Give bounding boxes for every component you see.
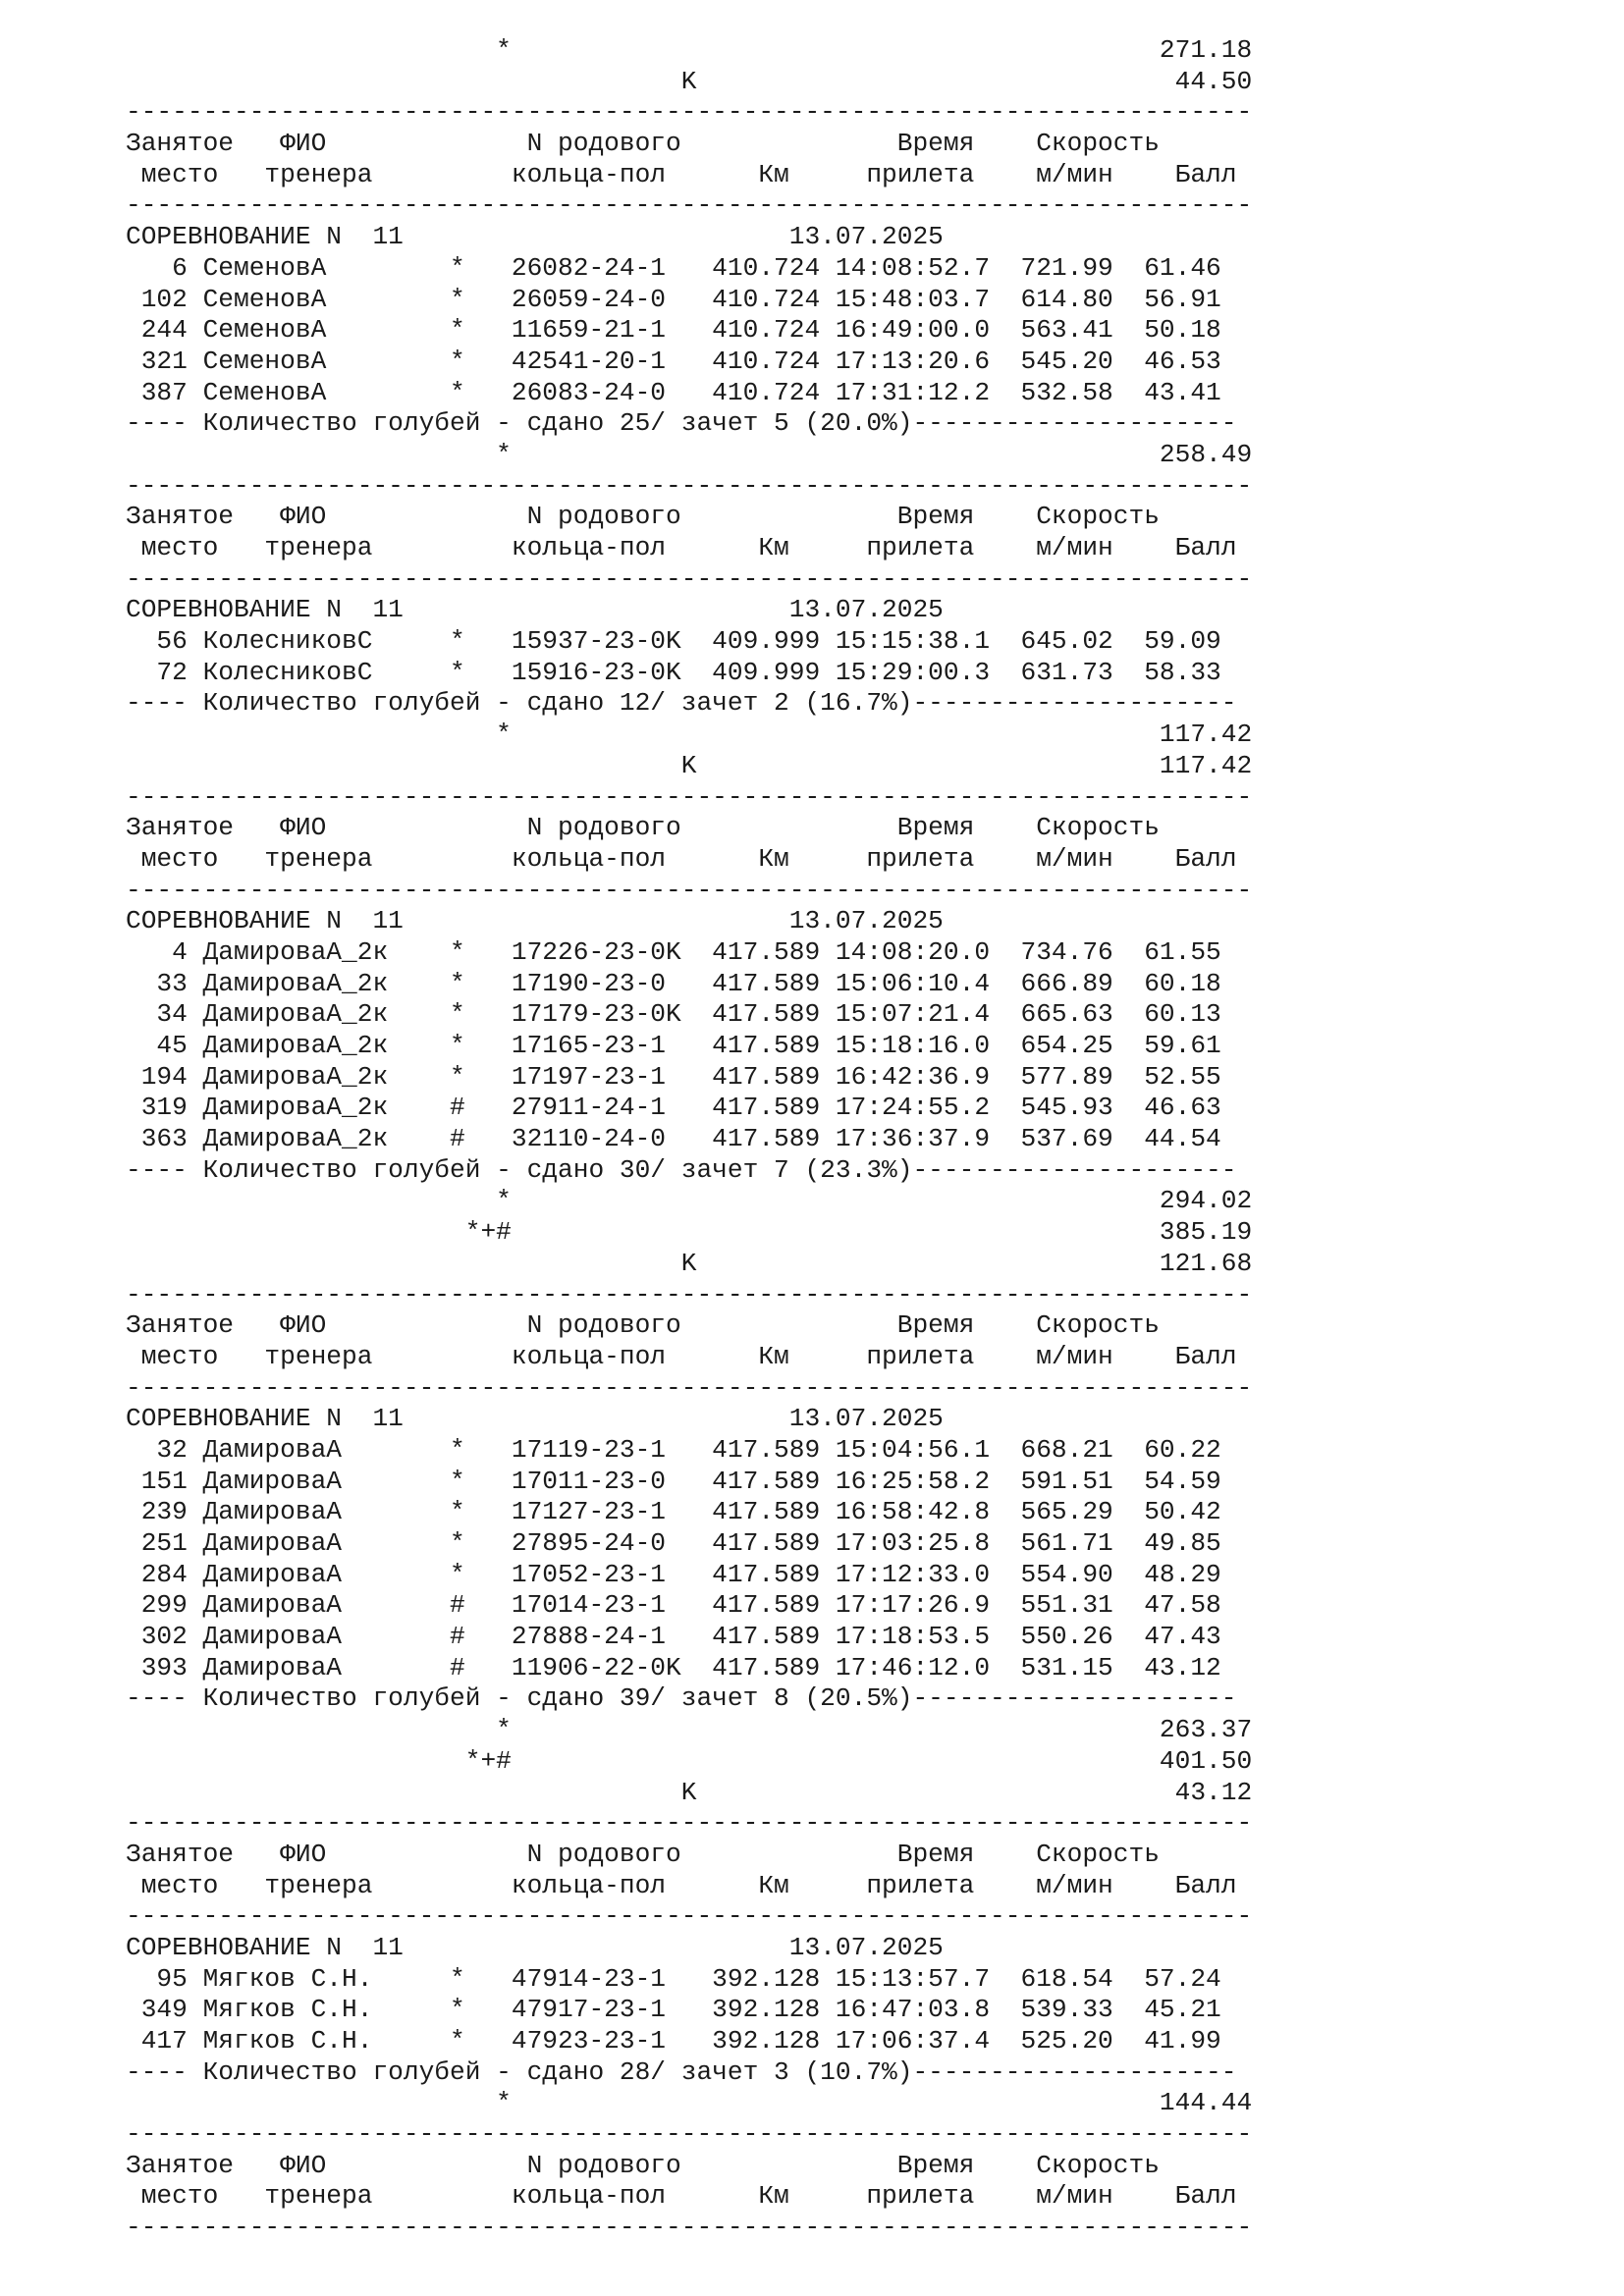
- separator-line: -------------------------------------------------------------------------: [126, 563, 1253, 594]
- pigeon-count-line: ---- Количество голубей - сдано 12/ зачет 2 (16.7%)---------------------: [126, 688, 1237, 719]
- result-row: 321 СеменовА * 42541-20-1 410.724 17:13:20.6 545.20 46.53: [126, 346, 1221, 376]
- separator-line: -------------------------------------------------------------------------: [126, 470, 1253, 501]
- table-header-row-2: место тренера кольца-пол Км прилета м/мин Балл: [126, 159, 1237, 189]
- pigeon-count-line: ---- Количество голубей - сдано 30/ зачет 7 (23.3%)---------------------: [126, 1154, 1237, 1185]
- summary-line: * 144.44: [126, 2088, 1253, 2118]
- competition-line: СОРЕВНОВАНИЕ N 11 13.07.2025: [126, 906, 944, 936]
- result-row: 363 ДамироваА_2к # 32110-24-0 417.589 17:36:37.9 537.69 44.54: [126, 1124, 1221, 1154]
- separator-line: -------------------------------------------------------------------------: [126, 1808, 1253, 1839]
- table-header-row-1: Занятое ФИО N родового Время Скорость: [126, 2150, 1160, 2180]
- pigeon-count-line: ---- Количество голубей - сдано 25/ зачет 5 (20.0%)---------------------: [126, 408, 1237, 439]
- separator-line: -------------------------------------------------------------------------: [126, 1279, 1253, 1309]
- competition-line: СОРЕВНОВАНИЕ N 11 13.07.2025: [126, 1932, 944, 1962]
- table-header-row-1: Занятое ФИО N родового Время Скорость: [126, 1839, 1160, 1869]
- result-row: 6 СеменовА * 26082-24-1 410.724 14:08:52.7 721.99 61.46: [126, 252, 1221, 283]
- table-header-row-1: Занятое ФИО N родового Время Скорость: [126, 1310, 1160, 1341]
- result-row: 32 ДамироваА * 17119-23-1 417.589 15:04:56.1 668.21 60.22: [126, 1434, 1221, 1465]
- separator-line: -------------------------------------------------------------------------: [126, 1372, 1253, 1403]
- result-row: 349 Мягков С.Н. * 47917-23-1 392.128 16:47:03.8 539.33 45.21: [126, 1995, 1221, 2025]
- summary-line: K 43.12: [126, 1777, 1253, 1807]
- separator-line: -------------------------------------------------------------------------: [126, 1901, 1253, 1932]
- result-row: 56 КолесниковС * 15937-23-0K 409.999 15:15:38.1 645.02 59.09: [126, 626, 1221, 657]
- summary-line: K 121.68: [126, 1248, 1253, 1278]
- result-row: 72 КолесниковС * 15916-23-0K 409.999 15:29:00.3 631.73 58.33: [126, 657, 1221, 687]
- result-row: 284 ДамироваА * 17052-23-1 417.589 17:12:33.0 554.90 48.29: [126, 1559, 1221, 1589]
- result-row: 393 ДамироваА # 11906-22-0K 417.589 17:46:12.0 531.15 43.12: [126, 1652, 1221, 1682]
- separator-line: -------------------------------------------------------------------------: [126, 875, 1253, 905]
- separator-line: -------------------------------------------------------------------------: [126, 97, 1253, 128]
- result-row: 387 СеменовА * 26083-24-0 410.724 17:31:12.2 532.58 43.41: [126, 377, 1221, 407]
- table-header-row-1: Занятое ФИО N родового Время Скорость: [126, 502, 1160, 532]
- table-header-row-2: место тренера кольца-пол Км прилета м/мин Балл: [126, 843, 1237, 874]
- competition-line: СОРЕВНОВАНИЕ N 11 13.07.2025: [126, 1404, 944, 1434]
- result-row: 239 ДамироваА * 17127-23-1 417.589 16:58:42.8 565.29 50.42: [126, 1497, 1221, 1527]
- competition-line: СОРЕВНОВАНИЕ N 11 13.07.2025: [126, 222, 944, 252]
- result-row: 102 СеменовА * 26059-24-0 410.724 15:48:03.7 614.80 56.91: [126, 284, 1221, 314]
- summary-line: *+# 385.19: [126, 1217, 1253, 1248]
- result-row: 244 СеменовА * 11659-21-1 410.724 16:49:00.0 563.41 50.18: [126, 315, 1221, 346]
- summary-line: *+# 401.50: [126, 1745, 1253, 1776]
- result-row: 4 ДамироваА_2к * 17226-23-0K 417.589 14:08:20.0 734.76 61.55: [126, 936, 1221, 967]
- separator-line: -------------------------------------------------------------------------: [126, 2213, 1253, 2243]
- result-row: 299 ДамироваА # 17014-23-1 417.589 17:17:26.9 551.31 47.58: [126, 1590, 1221, 1621]
- table-header-row-2: место тренера кольца-пол Км прилета м/мин Балл: [126, 1341, 1237, 1371]
- separator-line: -------------------------------------------------------------------------: [126, 781, 1253, 812]
- summary-line: * 271.18: [126, 35, 1253, 65]
- separator-line: -------------------------------------------------------------------------: [126, 2119, 1253, 2150]
- result-row: 151 ДамироваА * 17011-23-0 417.589 16:25:58.2 591.51 54.59: [126, 1466, 1221, 1496]
- summary-line: * 294.02: [126, 1186, 1253, 1216]
- pigeon-count-line: ---- Количество голубей - сдано 39/ зачет 8 (20.5%)---------------------: [126, 1683, 1237, 1714]
- race-results-report: [126, 35, 1500, 2244]
- table-header-row-1: Занятое ФИО N родового Время Скорость: [126, 129, 1160, 159]
- summary-line: * 263.37: [126, 1715, 1253, 1745]
- separator-line: -------------------------------------------------------------------------: [126, 190, 1253, 221]
- summary-line: * 258.49: [126, 439, 1253, 469]
- result-row: 33 ДамироваА_2к * 17190-23-0 417.589 15:06:10.4 666.89 60.18: [126, 968, 1221, 998]
- pigeon-count-line: ---- Количество голубей - сдано 28/ зачет 3 (10.7%)---------------------: [126, 2056, 1237, 2087]
- result-row: 194 ДамироваА_2к * 17197-23-1 417.589 16:42:36.9 577.89 52.55: [126, 1061, 1221, 1092]
- competition-line: СОРЕВНОВАНИЕ N 11 13.07.2025: [126, 595, 944, 625]
- table-header-row-2: место тренера кольца-пол Км прилета м/мин Балл: [126, 533, 1237, 562]
- table-header-row-2: место тренера кольца-пол Км прилета м/мин Балл: [126, 2181, 1237, 2212]
- result-row: 95 Мягков С.Н. * 47914-23-1 392.128 15:13:57.7 618.54 57.24: [126, 1963, 1221, 1994]
- table-header-row-1: Занятое ФИО N родового Время Скорость: [126, 813, 1160, 843]
- result-row: 251 ДамироваА * 27895-24-0 417.589 17:03:25.8 561.71 49.85: [126, 1528, 1221, 1558]
- result-row: 302 ДамироваА # 27888-24-1 417.589 17:18:53.5 550.26 47.43: [126, 1622, 1221, 1652]
- result-row: 34 ДамироваА_2к * 17179-23-0K 417.589 15:07:21.4 665.63 60.13: [126, 999, 1221, 1030]
- summary-line: K 44.50: [126, 66, 1253, 96]
- result-row: 45 ДамироваА_2к * 17165-23-1 417.589 15:18:16.0 654.25 59.61: [126, 1031, 1221, 1060]
- summary-line: K 117.42: [126, 750, 1253, 780]
- result-row: 417 Мягков С.Н. * 47923-23-1 392.128 17:06:37.4 525.20 41.99: [126, 2026, 1221, 2056]
- table-header-row-2: место тренера кольца-пол Км прилета м/мин Балл: [126, 1870, 1237, 1900]
- summary-line: * 117.42: [126, 720, 1253, 750]
- result-row: 319 ДамироваА_2к # 27911-24-1 417.589 17:24:55.2 545.93 46.63: [126, 1093, 1221, 1123]
